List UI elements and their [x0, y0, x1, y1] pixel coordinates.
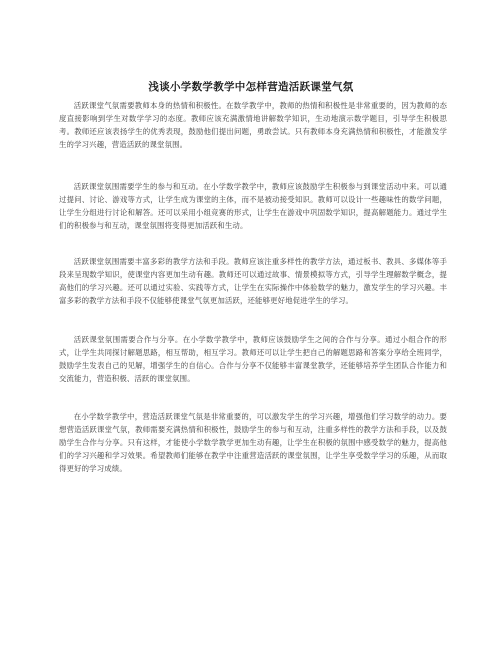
body-paragraph-3: 活跃课堂氛围需要丰富多彩的教学方法和手段。教师应该注重多样性的教学方法，通过板书、教具、多媒体等手段来呈现数学知识，使课堂内容更加生动有趣。教师还可以通过故事、情景模拟等方式，引导学生理解数学概念，提高他们的学习兴趣。还可以通过实验、实践等方式，让学生在实际操作中体验数学的魅力，激发学生的学习兴趣。丰富多彩的教学方法和手段不仅能够使课堂气氛更加活跃，还能够更好地促进学生的学习。	[59, 257, 447, 305]
body-paragraph-4: 活跃课堂氛围需要合作与分享。在小学数学教学中，教师应该鼓励学生之间的合作与分享。通过小组合作的形式，让学生共同探讨解题思路，相互帮助，相互学习。教师还可以让学生把自己的解题思路和答案分享给全班同学，鼓励学生发表自己的见解，增强学生的自信心。合作与分享不仅能够丰富课堂教学，还能够培养学生团队合作能力和交流能力，营造积极、活跃的课堂氛围。	[59, 335, 447, 383]
body-paragraph-1: 活跃课堂气氛需要教师本身的热情和积极性。在数学教学中，教师的热情和积极性是非常重要的，因为教师的态度直接影响到学生对数学学习的态度。教师应该充满激情地讲解数学知识，生动地演示数学题目，引导学生积极思考。教师还应该表扬学生的优秀表现，鼓励他们提出问题，勇敢尝试。只有教师本身充满热情和积极性，才能激发学生的学习兴趣，营造活跃的课堂氛围。	[59, 101, 447, 149]
body-paragraph-2: 活跃课堂氛围需要学生的参与和互动。在小学数学教学中，教师应该鼓励学生积极参与到课堂活动中来。可以通过提问、讨论、游戏等方式，让学生成为课堂的主体，而不是被动接受知识。教师可以设计一些趣味性的数学问题，让学生分组进行讨论和解答。还可以采用小组竞赛的形式，让学生在游戏中巩固数学知识，提高解题能力。通过学生们的积极参与和互动，课堂氛围将变得更加活跃和生动。	[59, 182, 447, 230]
body-paragraph-5: 在小学数学教学中，营造活跃课堂气氛是非常重要的，可以激发学生的学习兴趣，增强他们学习数学的动力。要想营造活跃课堂气氛，教师需要充满热情和积极性，鼓励学生的参与和互动，注重多样性的教学方法和手段，以及鼓励学生合作与分享。只有这样，才能使小学数学教学更加生动有趣，让学生在积极的氛围中感受数学的魅力，提高他们的学习兴趣和学习效果。希望教师们能够在教学中注重营造活跃的课堂氛围，让学生享受数学学习的乐趣，从而取得更好的学习成绩。	[59, 412, 447, 473]
document-title: 浅谈小学数学教学中怎样营造活跃课堂气氛	[148, 81, 354, 93]
